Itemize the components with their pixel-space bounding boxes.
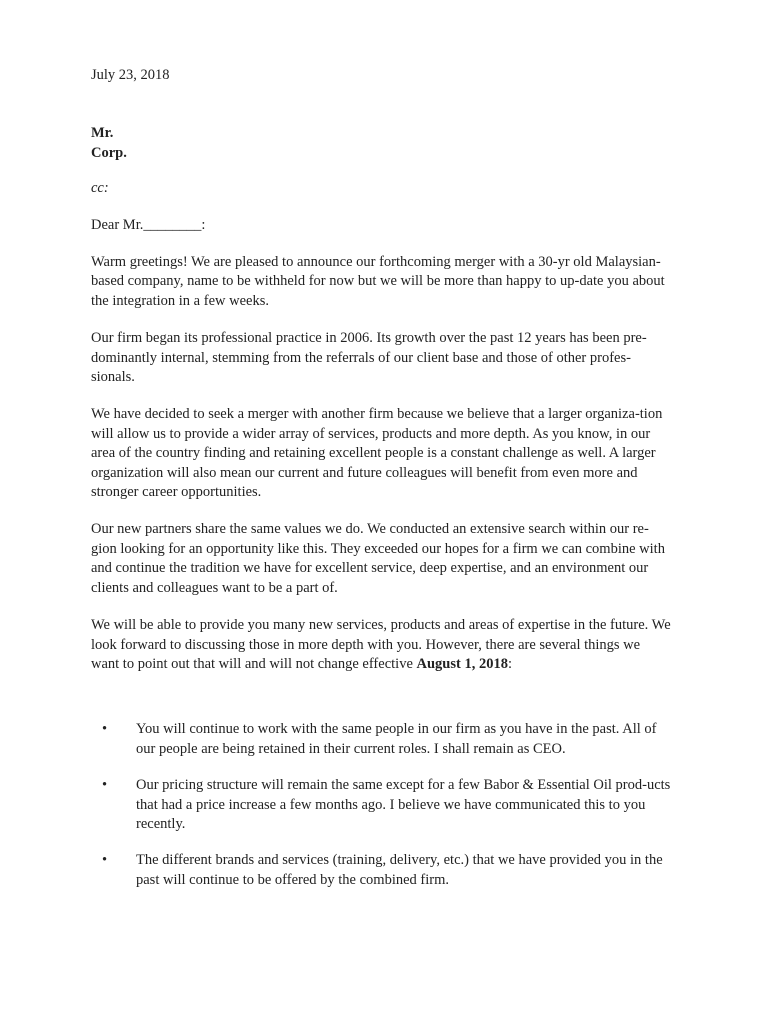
paragraph-history: Our firm began its professional practice in 2006. Its growth over the past 12 years has been pre-dominantly internal, stemming from the referrals of our client base and those of other profes-sionals. <box>91 330 647 386</box>
list-item-text: Our pricing structure will remain the same except for a few Babor & Essential Oil prod-ucts that had a price increase a few months ago. I believe we have communicated this to you recently. <box>136 777 671 832</box>
letter-date: July 23, 2018 <box>91 67 170 83</box>
changes-list <box>91 720 671 890</box>
effective-date: August 1, 2018 <box>416 655 508 672</box>
bullet-icon: • <box>102 852 108 869</box>
letter-page <box>91 66 671 907</box>
recipient-block <box>91 123 671 163</box>
list-item-text: You will continue to work with the same people in our firm as you have in the past. All of our people are being retained in their current roles. I shall remain as CEO. <box>136 721 657 757</box>
changes-intro-colon: : <box>507 655 512 672</box>
salutation: Dear Mr.________: <box>91 217 206 233</box>
bullet-icon: • <box>102 721 108 738</box>
list-item <box>91 720 671 759</box>
list-item-text: The different brands and services (training, delivery, etc.) that we have provided you in the past will continue to be offered by the combined firm. <box>136 852 663 888</box>
paragraph-changes-intro <box>91 616 671 674</box>
bullet-icon: • <box>102 777 108 794</box>
recipient-company: Corp. <box>91 145 127 161</box>
paragraph-merger-reason: We have decided to seek a merger with another firm because we believe that a larger organiza-tion will allow us to provide a wider array of services, products and more depth. As you know, in our area of the country finding and retaining excellent people is a constant challenge as well. A larger organization will also mean our current and future colleagues will benefit from even more and stronger career opportunities. <box>91 406 663 501</box>
cc-line: cc: <box>91 180 109 196</box>
paragraph-greeting: Warm greetings! We are pleased to announce our forthcoming merger with a 30-yr old Malaysian-based company, name to be withheld for now but we will be more than happy to up-date you about the integration in a few weeks. <box>91 254 665 309</box>
recipient-name: Mr. <box>91 125 114 141</box>
list-item <box>91 851 671 890</box>
changes-intro-text: We will be able to provide you many new services, products and areas of expertise in the future. We look forward to discussing those in more depth with you. However, there are several things we want to point out that will and will not change effective <box>91 617 671 672</box>
list-item <box>91 776 671 834</box>
paragraph-partners: Our new partners share the same values we do. We conducted an extensive search within our re-gion looking for an opportunity like this. They exceeded our hopes for a firm we can combine with and continue the tradition we have for excellent service, deep expertise, and an environment our clients and colleagues want to be a part of. <box>91 521 665 596</box>
